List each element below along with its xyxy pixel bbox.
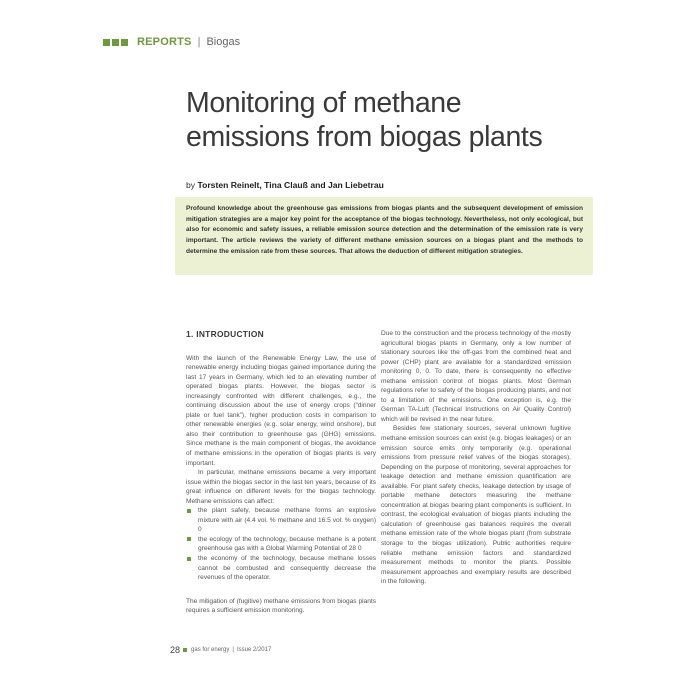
paragraph: Besides few stationary sources, several unknown fugitive methane emission sources can exist (e.g. biogas leakages) or an emission source emits only temporarily (e.g. operational emissions from pressure relief valves of the biogas storages). Depending on the purpose of monitoring, several approaches for leakage detection and methane emission quantification are available. For plant safety checks, leakage detection by usage of portable methane detectors measuring the methane concentration at biogas bearing plant components is sufficient. In contrast, the ecological evaluation of biogas plants including the calculation of greenhouse gas balances requires the overall methane emission rate of the whole biogas plant (from substrate storage to the biogas utilization). Public authorities require reliable methane emission factors and standardized measurement methods to monitor the plants. Possible measurement approaches and exemplary results are described in the following.: [381, 425, 571, 586]
title-line-1: Monitoring of methane: [186, 87, 462, 119]
article-title: [186, 86, 606, 154]
journal-name: gas for energy: [191, 647, 230, 653]
bullet-item: the plant safety, because methane forms an explosive mixture with air (4.4 vol. % methane and 16.5 vol. % oxygen) 0: [186, 506, 376, 535]
header-square-icon: [121, 39, 128, 46]
paragraph: In particular, methane emissions became a very important issue within the biogas sector in the last ten years, because of its great influence on different levels for the biogas technology. Methane emissions can affect:: [186, 469, 376, 505]
running-header: [103, 35, 240, 49]
title-line-2: emissions from biogas plants: [186, 121, 543, 153]
header-square-icon: [112, 39, 119, 46]
section-heading-introduction: 1. INTRODUCTION: [186, 329, 265, 339]
page-footer: [170, 645, 271, 655]
bullet-item: the economy of the technology, because methane losses cannot be combusted and consequently decrease the revenues of the operator.: [186, 554, 376, 583]
header-separator: |: [197, 36, 201, 48]
bullet-list: [186, 506, 376, 582]
section-label: REPORTS: [137, 36, 192, 48]
paragraph: The mitigation of (fugitive) methane emissions from biogas plants requires a sufficient emission monitoring.: [186, 597, 376, 615]
bullet-item: the ecology of the technology, because methane is a potent greenhouse gas with a Global Warming Potential of 28 0: [186, 535, 376, 554]
paragraph: With the launch of the Renewable Energy Law, the use of renewable energy including biogas gained importance during the last 17 years in Germany, which led to an elevating number of operated biogas plants. However, the biogas sector is increasingly confronted with different challenges, e.g., the continuing discussion about the use of energy crops (“dinner plate or fuel tank”), higher production costs in comparison to other renewable energies (e.g. solar energy, wind onshore), but also their contribution to greenhouse gas (GHG) emissions. Since methane is the main component of biogas, the avoidance of methane emissions in the operation of biogas plants is very important.: [186, 354, 376, 467]
abstract-box: [175, 197, 593, 275]
issue-label: Issue 2/2017: [236, 647, 272, 653]
authors: Torsten Reinelt, Tina Clauß and Jan Liebetrau: [197, 180, 384, 190]
left-column: [186, 329, 376, 616]
byline-prefix: by: [186, 180, 196, 190]
right-column: [381, 329, 571, 587]
byline: [186, 180, 384, 190]
footer-separator: |: [232, 647, 234, 653]
header-square-icon: [103, 39, 110, 46]
page-number: 28: [170, 645, 181, 655]
abstract-text: Profound knowledge about the greenhouse gas emissions from biogas plants and the subsequent development of emission mitigation strategies are a major key point for the acceptance of the biogas technology. Nevertheless, not only ecological, but also for economic and safety issues, a reliable emission source detection and the determination of the emission rate is very important. The article reviews the variety of different methane emission sources on a biogas plant and the methods to determine the emission rate from these sources. That allows the deduction of different mitigation strategies.: [186, 205, 583, 255]
subsection-label: Biogas: [206, 36, 241, 48]
paragraph: Due to the construction and the process technology of the mostly agricultural biogas plants in Germany, only a low number of stationary sources like the off-gas from the combined heat and power (CHP) plant are available for a standardized emission monitoring 0, 0. To date, there is consequently no effective methane emission control of biogas plants. Most German regulations refer to safety of the biogas producing plants, and not to a limitation of the emissions. One exception is, e.g. the German TA-Luft (Technical Instructions on Air Quality Control) which will be revised in the near future.: [381, 330, 571, 423]
footer-square-icon: [183, 648, 187, 652]
